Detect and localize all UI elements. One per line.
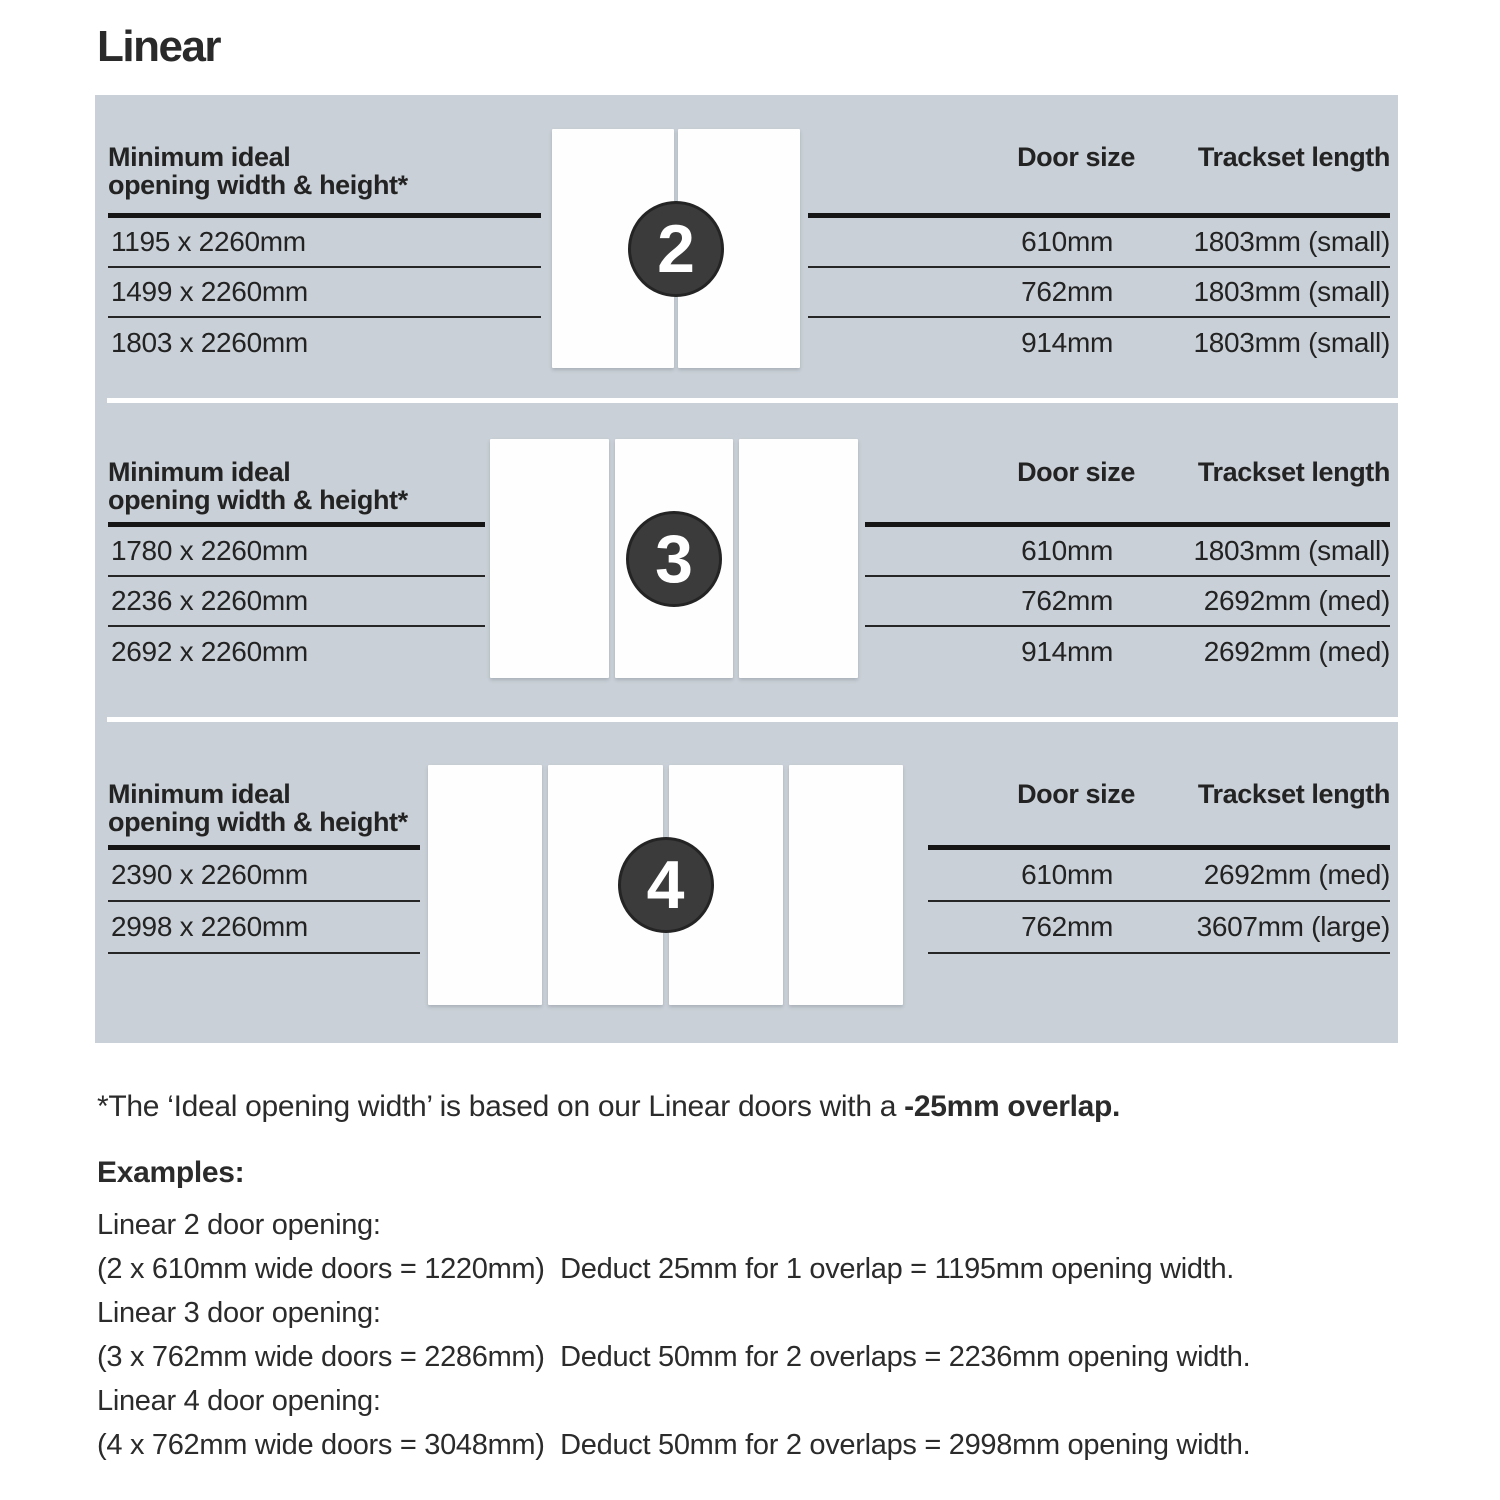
section-linear-4 bbox=[95, 722, 1398, 1043]
trackset-header: Trackset length bbox=[1197, 457, 1390, 487]
door-size-header: Door size bbox=[1017, 142, 1135, 172]
trackset-value: 1803mm (small) bbox=[1193, 535, 1390, 566]
size-row bbox=[865, 527, 1390, 577]
min-opening-row: 1499 x 2260mm bbox=[108, 268, 541, 318]
door-size-value: 762mm bbox=[1021, 585, 1113, 616]
size-row bbox=[808, 318, 1390, 368]
trackset-value: 2692mm (med) bbox=[1203, 636, 1390, 667]
min-opening-row: 2998 x 2260mm bbox=[108, 902, 420, 954]
min-opening-table bbox=[108, 143, 541, 368]
size-table bbox=[928, 780, 1390, 954]
door-size-header: Door size bbox=[1017, 779, 1135, 809]
door-size-value: 610mm bbox=[1021, 535, 1113, 566]
min-opening-table bbox=[108, 780, 420, 954]
door-count-badge: 4 bbox=[618, 837, 714, 933]
door-size-value: 914mm bbox=[1021, 327, 1113, 358]
trackset-value: 2692mm (med) bbox=[1203, 859, 1390, 890]
footnote bbox=[97, 1090, 1120, 1124]
example-line: (4 x 762mm wide doors = 3048mm) Deduct 50mm for 2 overlaps = 2998mm opening width. bbox=[97, 1429, 1251, 1461]
size-table-header bbox=[865, 458, 1390, 522]
door-size-value: 610mm bbox=[1021, 859, 1113, 890]
door-size-value: 610mm bbox=[1021, 226, 1113, 257]
size-row bbox=[928, 902, 1390, 954]
footnote-bold-text: -25mm overlap. bbox=[904, 1090, 1121, 1123]
min-opening-row: 2390 x 2260mm bbox=[108, 850, 420, 902]
door-panel bbox=[490, 439, 609, 678]
size-row bbox=[928, 850, 1390, 902]
size-table-header bbox=[808, 143, 1390, 213]
door-count-badge: 2 bbox=[628, 201, 724, 297]
trackset-value: 3607mm (large) bbox=[1196, 911, 1390, 942]
size-row bbox=[808, 218, 1390, 268]
door-panel bbox=[789, 765, 903, 1005]
door-diagram bbox=[428, 765, 903, 1005]
trackset-value: 1803mm (small) bbox=[1193, 276, 1390, 307]
example-line: (2 x 610mm wide doors = 1220mm) Deduct 25mm for 1 overlap = 1195mm opening width. bbox=[97, 1253, 1235, 1285]
min-opening-header-line2: opening width & height* bbox=[108, 170, 408, 200]
size-table bbox=[865, 458, 1390, 677]
min-opening-header-line1: Minimum ideal bbox=[108, 142, 291, 172]
min-opening-header-line2: opening width & height* bbox=[108, 807, 408, 837]
footnote-text: *The ‘Ideal opening width’ is based on our Linear doors with a bbox=[97, 1090, 905, 1123]
min-opening-header bbox=[108, 780, 420, 845]
door-size-value: 914mm bbox=[1021, 636, 1113, 667]
door-diagram bbox=[490, 439, 858, 678]
min-opening-row: 1780 x 2260mm bbox=[108, 527, 485, 577]
section-linear-2 bbox=[95, 95, 1398, 398]
size-table bbox=[808, 143, 1390, 368]
size-table-header bbox=[928, 780, 1390, 845]
example-line: Linear 2 door opening: bbox=[97, 1209, 381, 1241]
min-opening-header bbox=[108, 458, 485, 522]
min-opening-header-line2: opening width & height* bbox=[108, 485, 408, 515]
trackset-value: 1803mm (small) bbox=[1193, 327, 1390, 358]
example-line: (3 x 762mm wide doors = 2286mm) Deduct 50mm for 2 overlaps = 2236mm opening width. bbox=[97, 1341, 1251, 1373]
example-line: Linear 4 door opening: bbox=[97, 1385, 381, 1417]
min-opening-header-line1: Minimum ideal bbox=[108, 779, 291, 809]
trackset-header: Trackset length bbox=[1197, 779, 1390, 809]
door-panel bbox=[428, 765, 542, 1005]
examples-block bbox=[97, 1203, 1250, 1467]
size-row bbox=[865, 627, 1390, 677]
section-linear-3 bbox=[95, 403, 1398, 717]
door-panel bbox=[739, 439, 858, 678]
page-title: Linear bbox=[97, 22, 221, 71]
trackset-header: Trackset length bbox=[1197, 142, 1390, 172]
door-size-value: 762mm bbox=[1021, 911, 1113, 942]
min-opening-row: 1195 x 2260mm bbox=[108, 218, 541, 268]
door-size-value: 762mm bbox=[1021, 276, 1113, 307]
min-opening-row: 1803 x 2260mm bbox=[111, 327, 308, 358]
min-opening-row: 2692 x 2260mm bbox=[111, 636, 308, 667]
size-row bbox=[808, 268, 1390, 318]
door-size-header: Door size bbox=[1017, 457, 1135, 487]
size-row bbox=[865, 577, 1390, 627]
min-opening-row: 2236 x 2260mm bbox=[108, 577, 485, 627]
trackset-value: 1803mm (small) bbox=[1193, 226, 1390, 257]
trackset-value: 2692mm (med) bbox=[1203, 585, 1390, 616]
min-opening-header-line1: Minimum ideal bbox=[108, 457, 291, 487]
door-count-badge: 3 bbox=[626, 511, 722, 607]
min-opening-table bbox=[108, 458, 485, 677]
example-line: Linear 3 door opening: bbox=[97, 1297, 381, 1329]
door-diagram bbox=[552, 129, 800, 368]
min-opening-header bbox=[108, 143, 541, 213]
examples-heading: Examples: bbox=[97, 1156, 245, 1189]
spec-panel bbox=[95, 95, 1398, 1043]
